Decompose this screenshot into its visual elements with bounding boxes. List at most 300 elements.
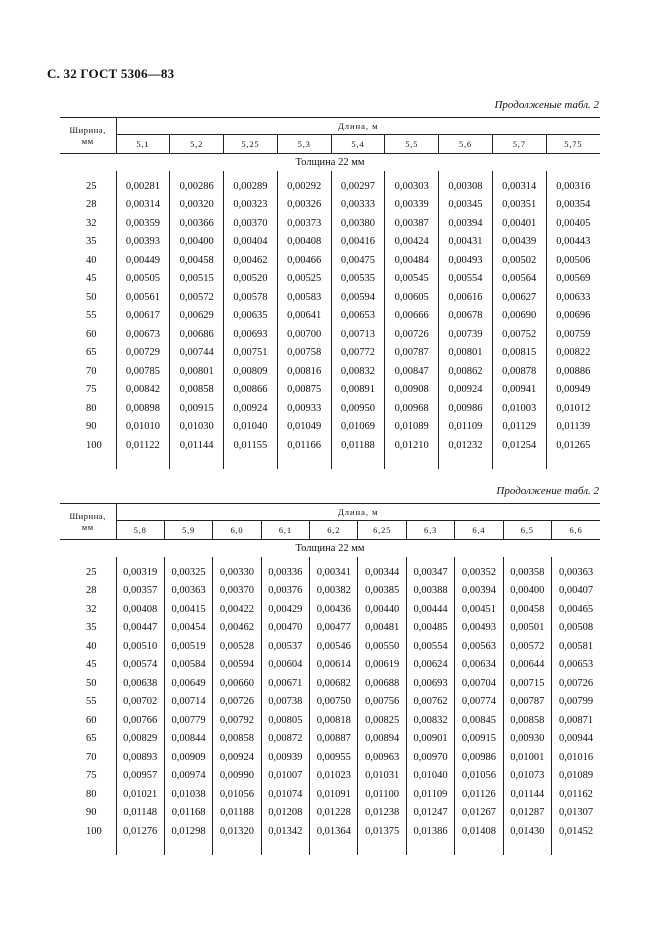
value-cell: 0,00990 xyxy=(213,767,261,786)
value-cell: 0,00644 xyxy=(503,656,551,675)
value-cell: 0,01408 xyxy=(455,822,503,841)
tail-cell xyxy=(224,455,278,469)
value-cell: 0,00986 xyxy=(439,399,493,418)
value-cell: 0,00858 xyxy=(213,730,261,749)
width-cell: 80 xyxy=(86,788,97,800)
value-cell: 0,00939 xyxy=(261,748,309,767)
value-cell: 0,00359 xyxy=(116,214,170,233)
value-cell: 0,00330 xyxy=(213,563,261,582)
value-cell: 0,00569 xyxy=(546,270,600,289)
value-cell: 0,00475 xyxy=(331,251,385,270)
value-cell: 0,01038 xyxy=(164,785,212,804)
value-cell: 0,00624 xyxy=(406,656,454,675)
value-cell: 0,00872 xyxy=(261,730,309,749)
width-cell: 75 xyxy=(86,770,97,782)
tail-row xyxy=(60,841,600,855)
table-row xyxy=(60,344,600,363)
value-cell: 0,00842 xyxy=(116,381,170,400)
value-cell: 0,00887 xyxy=(310,730,358,749)
value-cell: 0,00289 xyxy=(224,177,278,196)
value-cell: 0,00955 xyxy=(310,748,358,767)
value-cell: 0,00752 xyxy=(492,325,546,344)
tail-cell xyxy=(385,455,439,469)
width-cell: 70 xyxy=(86,365,97,377)
table-row xyxy=(60,233,600,252)
value-cell: 0,00908 xyxy=(385,381,439,400)
length-value: 6,2 xyxy=(310,521,358,540)
value-cell: 0,00614 xyxy=(310,656,358,675)
value-cell: 0,01375 xyxy=(358,822,406,841)
value-cell: 0,00373 xyxy=(277,214,331,233)
tail-cell xyxy=(439,455,493,469)
header-row xyxy=(60,118,600,135)
value-cell: 0,00815 xyxy=(492,344,546,363)
value-cell: 0,00682 xyxy=(310,674,358,693)
table-row xyxy=(60,711,600,730)
value-cell: 0,00370 xyxy=(213,582,261,601)
value-cell: 0,00617 xyxy=(116,307,170,326)
value-cell: 0,00370 xyxy=(224,214,278,233)
lengths-row xyxy=(60,135,600,154)
value-cell: 0,01430 xyxy=(503,822,551,841)
length-value: 5,25 xyxy=(224,135,278,154)
value-cell: 0,00594 xyxy=(331,288,385,307)
value-cell: 0,01023 xyxy=(310,767,358,786)
value-cell: 0,00528 xyxy=(213,637,261,656)
value-cell: 0,00649 xyxy=(164,674,212,693)
value-cell: 0,00366 xyxy=(170,214,224,233)
value-cell: 0,00584 xyxy=(164,656,212,675)
table-row xyxy=(60,270,600,289)
value-cell: 0,00762 xyxy=(406,693,454,712)
value-cell: 0,00394 xyxy=(455,582,503,601)
value-cell: 0,00439 xyxy=(492,233,546,252)
width-cell: 55 xyxy=(86,310,97,322)
value-cell: 0,01010 xyxy=(116,418,170,437)
header-row xyxy=(60,504,600,521)
value-cell: 0,00894 xyxy=(358,730,406,749)
width-cell: 50 xyxy=(86,291,97,303)
value-cell: 0,00303 xyxy=(385,177,439,196)
value-cell: 0,01307 xyxy=(552,804,601,823)
continuation-label: Продолжение табл. 2 xyxy=(496,485,599,497)
table-row xyxy=(60,418,600,437)
value-cell: 0,01188 xyxy=(331,436,385,455)
width-cell: 100 xyxy=(86,825,102,837)
value-cell: 0,00424 xyxy=(385,233,439,252)
value-cell: 0,00915 xyxy=(455,730,503,749)
value-cell: 0,00779 xyxy=(164,711,212,730)
table-row xyxy=(60,436,600,455)
value-cell: 0,00281 xyxy=(116,177,170,196)
value-cell: 0,01126 xyxy=(455,785,503,804)
value-cell: 0,00339 xyxy=(385,196,439,215)
width-cell: 35 xyxy=(86,236,97,248)
value-cell: 0,01287 xyxy=(503,804,551,823)
value-cell: 0,00436 xyxy=(310,600,358,619)
value-cell: 0,00825 xyxy=(358,711,406,730)
value-cell: 0,00696 xyxy=(546,307,600,326)
value-cell: 0,00891 xyxy=(331,381,385,400)
value-cell: 0,00986 xyxy=(455,748,503,767)
width-cell: 35 xyxy=(86,622,97,634)
tail-cell xyxy=(116,455,170,469)
value-cell: 0,00416 xyxy=(331,233,385,252)
value-cell: 0,00470 xyxy=(261,619,309,638)
table-row xyxy=(60,804,600,823)
value-cell: 0,00693 xyxy=(224,325,278,344)
tail-cell xyxy=(455,841,503,855)
value-cell: 0,00354 xyxy=(546,196,600,215)
width-cell: 60 xyxy=(86,714,97,726)
value-cell: 0,00405 xyxy=(546,214,600,233)
length-value: 6,5 xyxy=(503,521,551,540)
width-label: Ширина, xyxy=(69,510,107,521)
value-cell: 0,00341 xyxy=(310,563,358,582)
value-cell: 0,00458 xyxy=(503,600,551,619)
width-cell: 70 xyxy=(86,751,97,763)
section-title: Толщина 22 мм xyxy=(295,157,365,168)
value-cell: 0,01074 xyxy=(261,785,309,804)
value-cell: 0,00799 xyxy=(552,693,601,712)
width-cell: 25 xyxy=(86,180,97,192)
section-title-row xyxy=(60,154,600,172)
width-cell: 32 xyxy=(86,217,97,229)
value-cell: 0,01155 xyxy=(224,436,278,455)
table-row xyxy=(60,822,600,841)
value-cell: 0,00878 xyxy=(492,362,546,381)
value-cell: 0,00751 xyxy=(224,344,278,363)
volume-table xyxy=(60,117,600,469)
tail-cell xyxy=(60,841,116,855)
value-cell: 0,00484 xyxy=(385,251,439,270)
width-cell: 25 xyxy=(86,566,97,578)
value-cell: 0,00357 xyxy=(116,582,164,601)
value-cell: 0,00316 xyxy=(546,177,600,196)
value-cell: 0,00510 xyxy=(116,637,164,656)
value-cell: 0,00829 xyxy=(116,730,164,749)
value-cell: 0,00924 xyxy=(213,748,261,767)
width-unit: мм xyxy=(81,521,94,532)
value-cell: 0,01276 xyxy=(116,822,164,841)
width-cell: 45 xyxy=(86,273,97,285)
width-header xyxy=(60,118,116,154)
value-cell: 0,00871 xyxy=(552,711,601,730)
value-cell: 0,00462 xyxy=(224,251,278,270)
value-cell: 0,00466 xyxy=(277,251,331,270)
value-cell: 0,00633 xyxy=(546,288,600,307)
value-cell: 0,01139 xyxy=(546,418,600,437)
table-row xyxy=(60,637,600,656)
value-cell: 0,00847 xyxy=(385,362,439,381)
tail-cell xyxy=(261,841,309,855)
width-cell: 28 xyxy=(86,199,97,211)
value-cell: 0,00323 xyxy=(224,196,278,215)
value-cell: 0,00801 xyxy=(439,344,493,363)
continuation-label: Продолженые табл. 2 xyxy=(494,99,599,111)
value-cell: 0,01298 xyxy=(164,822,212,841)
length-value: 5,3 xyxy=(277,135,331,154)
value-cell: 0,01049 xyxy=(277,418,331,437)
width-cell: 50 xyxy=(86,677,97,689)
tail-cell xyxy=(60,455,116,469)
value-cell: 0,00594 xyxy=(213,656,261,675)
width-cell: 40 xyxy=(86,640,97,652)
value-cell: 0,00314 xyxy=(116,196,170,215)
value-cell: 0,00393 xyxy=(116,233,170,252)
value-cell: 0,00673 xyxy=(116,325,170,344)
value-cell: 0,00901 xyxy=(406,730,454,749)
value-cell: 0,01208 xyxy=(261,804,309,823)
value-cell: 0,00858 xyxy=(170,381,224,400)
volume-table xyxy=(60,503,600,855)
value-cell: 0,00801 xyxy=(170,362,224,381)
value-cell: 0,00924 xyxy=(224,399,278,418)
table-row xyxy=(60,362,600,381)
value-cell: 0,01069 xyxy=(331,418,385,437)
value-cell: 0,01188 xyxy=(213,804,261,823)
value-cell: 0,00345 xyxy=(439,196,493,215)
length-value: 5,6 xyxy=(439,135,493,154)
length-value: 6,0 xyxy=(213,521,261,540)
value-cell: 0,01030 xyxy=(170,418,224,437)
value-cell: 0,00429 xyxy=(261,600,309,619)
value-cell: 0,01162 xyxy=(552,785,601,804)
value-cell: 0,01168 xyxy=(164,804,212,823)
tail-cell xyxy=(116,841,164,855)
value-cell: 0,00738 xyxy=(261,693,309,712)
value-cell: 0,00493 xyxy=(439,251,493,270)
value-cell: 0,00629 xyxy=(170,307,224,326)
value-cell: 0,00766 xyxy=(116,711,164,730)
value-cell: 0,00634 xyxy=(455,656,503,675)
value-cell: 0,01247 xyxy=(406,804,454,823)
value-cell: 0,00376 xyxy=(261,582,309,601)
value-cell: 0,00792 xyxy=(213,711,261,730)
value-cell: 0,00325 xyxy=(164,563,212,582)
value-cell: 0,01012 xyxy=(546,399,600,418)
value-cell: 0,00693 xyxy=(406,674,454,693)
value-cell: 0,01040 xyxy=(406,767,454,786)
value-cell: 0,01109 xyxy=(406,785,454,804)
value-cell: 0,01001 xyxy=(503,748,551,767)
value-cell: 0,00690 xyxy=(492,307,546,326)
width-unit: мм xyxy=(81,135,94,146)
value-cell: 0,00963 xyxy=(358,748,406,767)
value-cell: 0,00501 xyxy=(503,619,551,638)
value-cell: 0,00715 xyxy=(503,674,551,693)
value-cell: 0,00641 xyxy=(277,307,331,326)
value-cell: 0,00336 xyxy=(261,563,309,582)
value-cell: 0,00671 xyxy=(261,674,309,693)
table-row xyxy=(60,214,600,233)
value-cell: 0,00363 xyxy=(552,563,601,582)
value-cell: 0,00485 xyxy=(406,619,454,638)
width-cell: 100 xyxy=(86,439,102,451)
value-cell: 0,00678 xyxy=(439,307,493,326)
table-row xyxy=(60,785,600,804)
value-cell: 0,00700 xyxy=(277,325,331,344)
value-cell: 0,00832 xyxy=(331,362,385,381)
table-row xyxy=(60,767,600,786)
value-cell: 0,00443 xyxy=(546,233,600,252)
tail-cell xyxy=(310,841,358,855)
value-cell: 0,01232 xyxy=(439,436,493,455)
value-cell: 0,00515 xyxy=(170,270,224,289)
value-cell: 0,00431 xyxy=(439,233,493,252)
value-cell: 0,00660 xyxy=(213,674,261,693)
value-cell: 0,00572 xyxy=(170,288,224,307)
length-header: Длина, м xyxy=(116,118,600,135)
table-row xyxy=(60,674,600,693)
length-value: 6,6 xyxy=(552,521,601,540)
value-cell: 0,01089 xyxy=(385,418,439,437)
table-row xyxy=(60,693,600,712)
value-cell: 0,00477 xyxy=(310,619,358,638)
value-cell: 0,01031 xyxy=(358,767,406,786)
value-cell: 0,01144 xyxy=(503,785,551,804)
width-label: Ширина, xyxy=(69,124,107,135)
value-cell: 0,01228 xyxy=(310,804,358,823)
value-cell: 0,00382 xyxy=(310,582,358,601)
value-cell: 0,00440 xyxy=(358,600,406,619)
tail-cell xyxy=(552,841,601,855)
value-cell: 0,01452 xyxy=(552,822,601,841)
value-cell: 0,00465 xyxy=(552,600,601,619)
value-cell: 0,00333 xyxy=(331,196,385,215)
value-cell: 0,01073 xyxy=(503,767,551,786)
value-cell: 0,00739 xyxy=(439,325,493,344)
value-cell: 0,00344 xyxy=(358,563,406,582)
length-value: 5,2 xyxy=(170,135,224,154)
length-value: 5,5 xyxy=(385,135,439,154)
value-cell: 0,00314 xyxy=(492,177,546,196)
table-row xyxy=(60,619,600,638)
table-row xyxy=(60,600,600,619)
value-cell: 0,00493 xyxy=(455,619,503,638)
value-cell: 0,00550 xyxy=(358,637,406,656)
table-row xyxy=(60,381,600,400)
value-cell: 0,01056 xyxy=(455,767,503,786)
width-cell: 90 xyxy=(86,807,97,819)
value-cell: 0,00564 xyxy=(492,270,546,289)
table-row xyxy=(60,288,600,307)
value-cell: 0,00363 xyxy=(164,582,212,601)
value-cell: 0,00785 xyxy=(116,362,170,381)
length-value: 6,4 xyxy=(455,521,503,540)
value-cell: 0,00537 xyxy=(261,637,309,656)
tail-cell xyxy=(358,841,406,855)
value-cell: 0,00502 xyxy=(492,251,546,270)
value-cell: 0,00574 xyxy=(116,656,164,675)
width-cell: 55 xyxy=(86,696,97,708)
value-cell: 0,00949 xyxy=(546,381,600,400)
value-cell: 0,00458 xyxy=(170,251,224,270)
value-cell: 0,00319 xyxy=(116,563,164,582)
lengths-row xyxy=(60,521,600,540)
width-cell: 60 xyxy=(86,328,97,340)
length-value: 5,7 xyxy=(492,135,546,154)
length-value: 6,3 xyxy=(406,521,454,540)
value-cell: 0,01122 xyxy=(116,436,170,455)
value-cell: 0,00832 xyxy=(406,711,454,730)
value-cell: 0,00400 xyxy=(503,582,551,601)
value-cell: 0,00404 xyxy=(224,233,278,252)
value-cell: 0,00462 xyxy=(213,619,261,638)
value-cell: 0,00520 xyxy=(224,270,278,289)
value-cell: 0,00688 xyxy=(358,674,406,693)
value-cell: 0,00481 xyxy=(358,619,406,638)
width-cell: 28 xyxy=(86,585,97,597)
value-cell: 0,01021 xyxy=(116,785,164,804)
tail-cell xyxy=(164,841,212,855)
length-value: 5,8 xyxy=(116,521,164,540)
value-cell: 0,00635 xyxy=(224,307,278,326)
value-cell: 0,00974 xyxy=(164,767,212,786)
value-cell: 0,00944 xyxy=(552,730,601,749)
width-cell: 65 xyxy=(86,347,97,359)
value-cell: 0,00726 xyxy=(552,674,601,693)
value-cell: 0,00320 xyxy=(170,196,224,215)
table-row xyxy=(60,325,600,344)
value-cell: 0,00898 xyxy=(116,399,170,418)
value-cell: 0,00787 xyxy=(503,693,551,712)
table-row xyxy=(60,582,600,601)
section-title-row xyxy=(60,540,600,558)
value-cell: 0,00422 xyxy=(213,600,261,619)
value-cell: 0,00809 xyxy=(224,362,278,381)
table-row xyxy=(60,748,600,767)
value-cell: 0,00744 xyxy=(170,344,224,363)
section-title: Толщина 22 мм xyxy=(295,543,365,554)
value-cell: 0,00401 xyxy=(492,214,546,233)
width-cell: 80 xyxy=(86,402,97,414)
tail-cell xyxy=(406,841,454,855)
value-cell: 0,00924 xyxy=(439,381,493,400)
value-cell: 0,00554 xyxy=(406,637,454,656)
value-cell: 0,00581 xyxy=(552,637,601,656)
value-cell: 0,00545 xyxy=(385,270,439,289)
value-cell: 0,00583 xyxy=(277,288,331,307)
value-cell: 0,00561 xyxy=(116,288,170,307)
value-cell: 0,00572 xyxy=(503,637,551,656)
value-cell: 0,00546 xyxy=(310,637,358,656)
value-cell: 0,00454 xyxy=(164,619,212,638)
tail-cell xyxy=(331,455,385,469)
tail-cell xyxy=(277,455,331,469)
value-cell: 0,00508 xyxy=(552,619,601,638)
value-cell: 0,00759 xyxy=(546,325,600,344)
value-cell: 0,00875 xyxy=(277,381,331,400)
value-cell: 0,01091 xyxy=(310,785,358,804)
value-cell: 0,00535 xyxy=(331,270,385,289)
value-cell: 0,01210 xyxy=(385,436,439,455)
table-row xyxy=(60,177,600,196)
value-cell: 0,00385 xyxy=(358,582,406,601)
value-cell: 0,00326 xyxy=(277,196,331,215)
tail-row xyxy=(60,455,600,469)
value-cell: 0,00387 xyxy=(385,214,439,233)
value-cell: 0,00704 xyxy=(455,674,503,693)
value-cell: 0,01166 xyxy=(277,436,331,455)
width-cell: 65 xyxy=(86,733,97,745)
width-cell: 45 xyxy=(86,659,97,671)
tail-cell xyxy=(492,455,546,469)
value-cell: 0,00816 xyxy=(277,362,331,381)
value-cell: 0,00400 xyxy=(170,233,224,252)
value-cell: 0,01342 xyxy=(261,822,309,841)
value-cell: 0,00713 xyxy=(331,325,385,344)
